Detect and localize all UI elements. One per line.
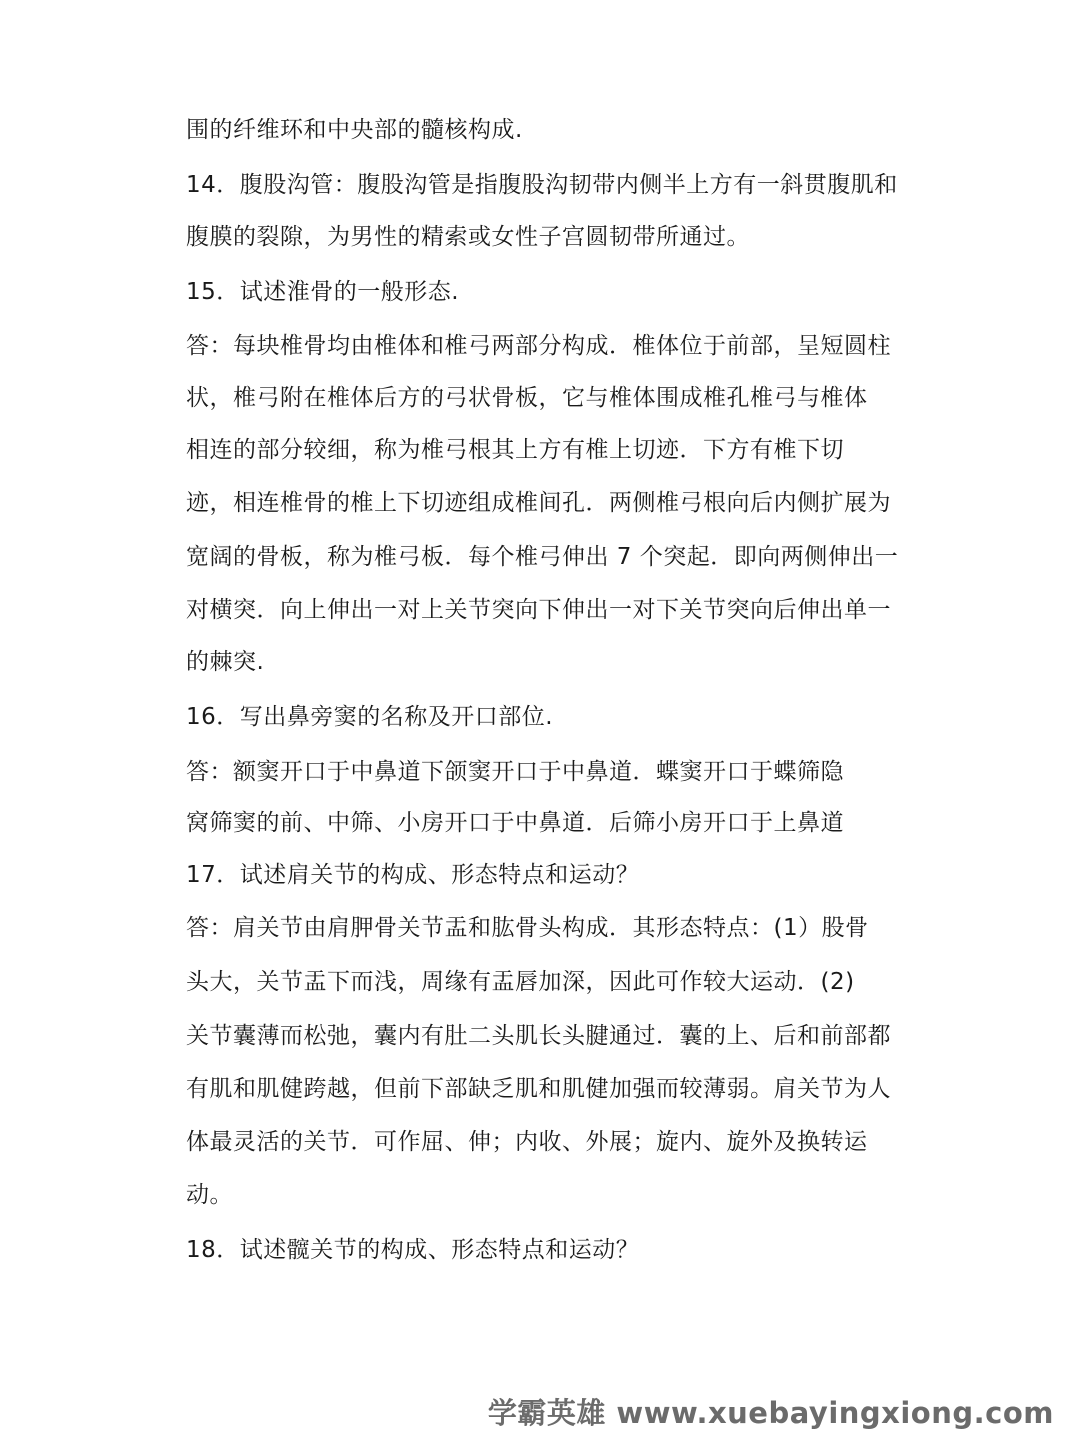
text-line: 答：额窦开口于中鼻道下颌窦开口于中鼻道．蝶窦开口于蝶筛隐 [186,759,844,785]
text-line: 答：每块椎骨均由椎体和椎弓两部分构成．椎体位于前部，呈短圆柱 [186,333,891,359]
text-line: 窝筛窦的前、中筛、小房开口于中鼻道．后筛小房开口于上鼻道 [186,810,844,836]
text-line: 迹，相连椎骨的椎上下切迹组成椎间孔．两侧椎弓根向后内侧扩展为 [186,490,891,516]
text-line: 状，椎弓附在椎体后方的弓状骨板，它与椎体围成椎孔椎弓与椎体 [186,385,868,411]
text-line: 18．试述髋关节的构成、形态特点和运动？ [186,1237,640,1263]
text-line: 宽阔的骨板，称为椎弓板．每个椎弓伸出 7 个突起．即向两侧伸出一 [186,544,899,570]
text-line: 相连的部分较细，称为椎弓根其上方有椎上切迹．下方有椎下切 [186,437,844,463]
text-line: 对横突．向上伸出一对上关节突向下伸出一对下关节突向后伸出单一 [186,597,891,623]
text-line: 动。 [186,1182,233,1208]
text-line: 体最灵活的关节．可作屈、伸；内收、外展；旋内、旋外及换转运 [186,1129,868,1155]
text-line: 有肌和肌健跨越，但前下部缺乏肌和肌健加强而较薄弱。肩关节为人 [186,1076,891,1102]
text-line: 15．试述淮骨的一般形态. [186,279,460,305]
text-line: 腹膜的裂隙，为男性的精索或女性子宫圆韧带所通过。 [186,224,750,250]
text-line: 围的纤维环和中央部的髓核构成. [186,117,523,143]
text-line: 答：肩关节由肩胛骨关节盂和肱骨头构成．其形态特点：(1）股骨 [186,915,869,941]
text-line: 头大，关节盂下而浅，周缘有盂唇加深，因此可作较大运动．(2) [186,969,855,995]
text-line: 17．试述肩关节的构成、形态特点和运动？ [186,862,640,888]
text-line: 16．写出鼻旁窦的名称及开口部位. [186,704,554,730]
text-line: 关节囊薄而松弛，囊内有肚二头肌长头腱通过．囊的上、后和前部都 [186,1023,891,1049]
footer-watermark: 学霸英雄 www.xuebayingxiong.com [487,1396,1054,1430]
text-line: 14．腹股沟管：腹股沟管是指腹股沟韧带内侧半上方有一斜贯腹肌和 [186,172,898,198]
text-line: 的棘突. [186,649,265,675]
